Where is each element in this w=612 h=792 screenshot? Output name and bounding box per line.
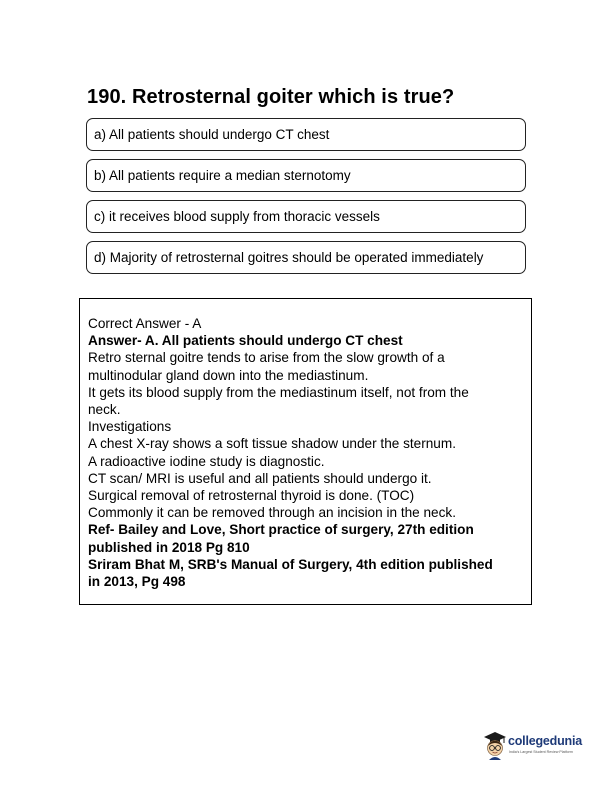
option-a[interactable]: a) All patients should undergo CT chest: [86, 118, 526, 151]
logo-name: collegedunia: [508, 734, 583, 748]
answer-heading: Answer- A. All patients should undergo CT chest: [88, 333, 403, 349]
reference-line: Sriram Bhat M, SRB's Manual of Surgery, 4th edition published: [88, 556, 493, 572]
question-title: 190. Retrosternal goiter which is true?: [87, 86, 455, 108]
answer-box: [79, 298, 532, 605]
explanation-line: CT scan/ MRI is useful and all patients should undergo it.: [88, 470, 432, 486]
reference-line: Ref- Bailey and Love, Short practice of surgery, 27th edition: [88, 522, 474, 538]
explanation-line: Surgical removal of retrosternal thyroid is done. (TOC): [88, 488, 415, 504]
options-list: [86, 118, 526, 282]
mascot-icon: [482, 730, 508, 760]
collegedunia-logo[interactable]: [482, 730, 594, 760]
explanation-line: A chest X-ray shows a soft tissue shadow under the sternum.: [88, 436, 456, 452]
explanation-line: Commonly it can be removed through an incision in the neck.: [88, 505, 456, 521]
option-c[interactable]: c) it receives blood supply from thoracic vessels: [86, 200, 526, 233]
explanation-line: neck.: [88, 402, 121, 418]
option-d[interactable]: d) Majority of retrosternal goitres should be operated immediately: [86, 241, 526, 274]
option-b[interactable]: b) All patients require a median sternotomy: [86, 159, 526, 192]
logo-tagline: India's Largest Student Review Platform: [509, 750, 573, 754]
reference-line: in 2013, Pg 498: [88, 574, 186, 590]
correct-answer: Correct Answer - A: [88, 316, 202, 331]
explanation-line: A radioactive iodine study is diagnostic.: [88, 453, 325, 469]
explanation-line: multinodular gland down into the mediastinum.: [88, 367, 369, 383]
explanation-line: Investigations: [88, 419, 172, 435]
explanation-line: It gets its blood supply from the mediastinum itself, not from the: [88, 384, 469, 400]
reference-line: published in 2018 Pg 810: [88, 539, 250, 555]
explanation-line: Retro sternal goitre tends to arise from the slow growth of a: [88, 350, 445, 366]
